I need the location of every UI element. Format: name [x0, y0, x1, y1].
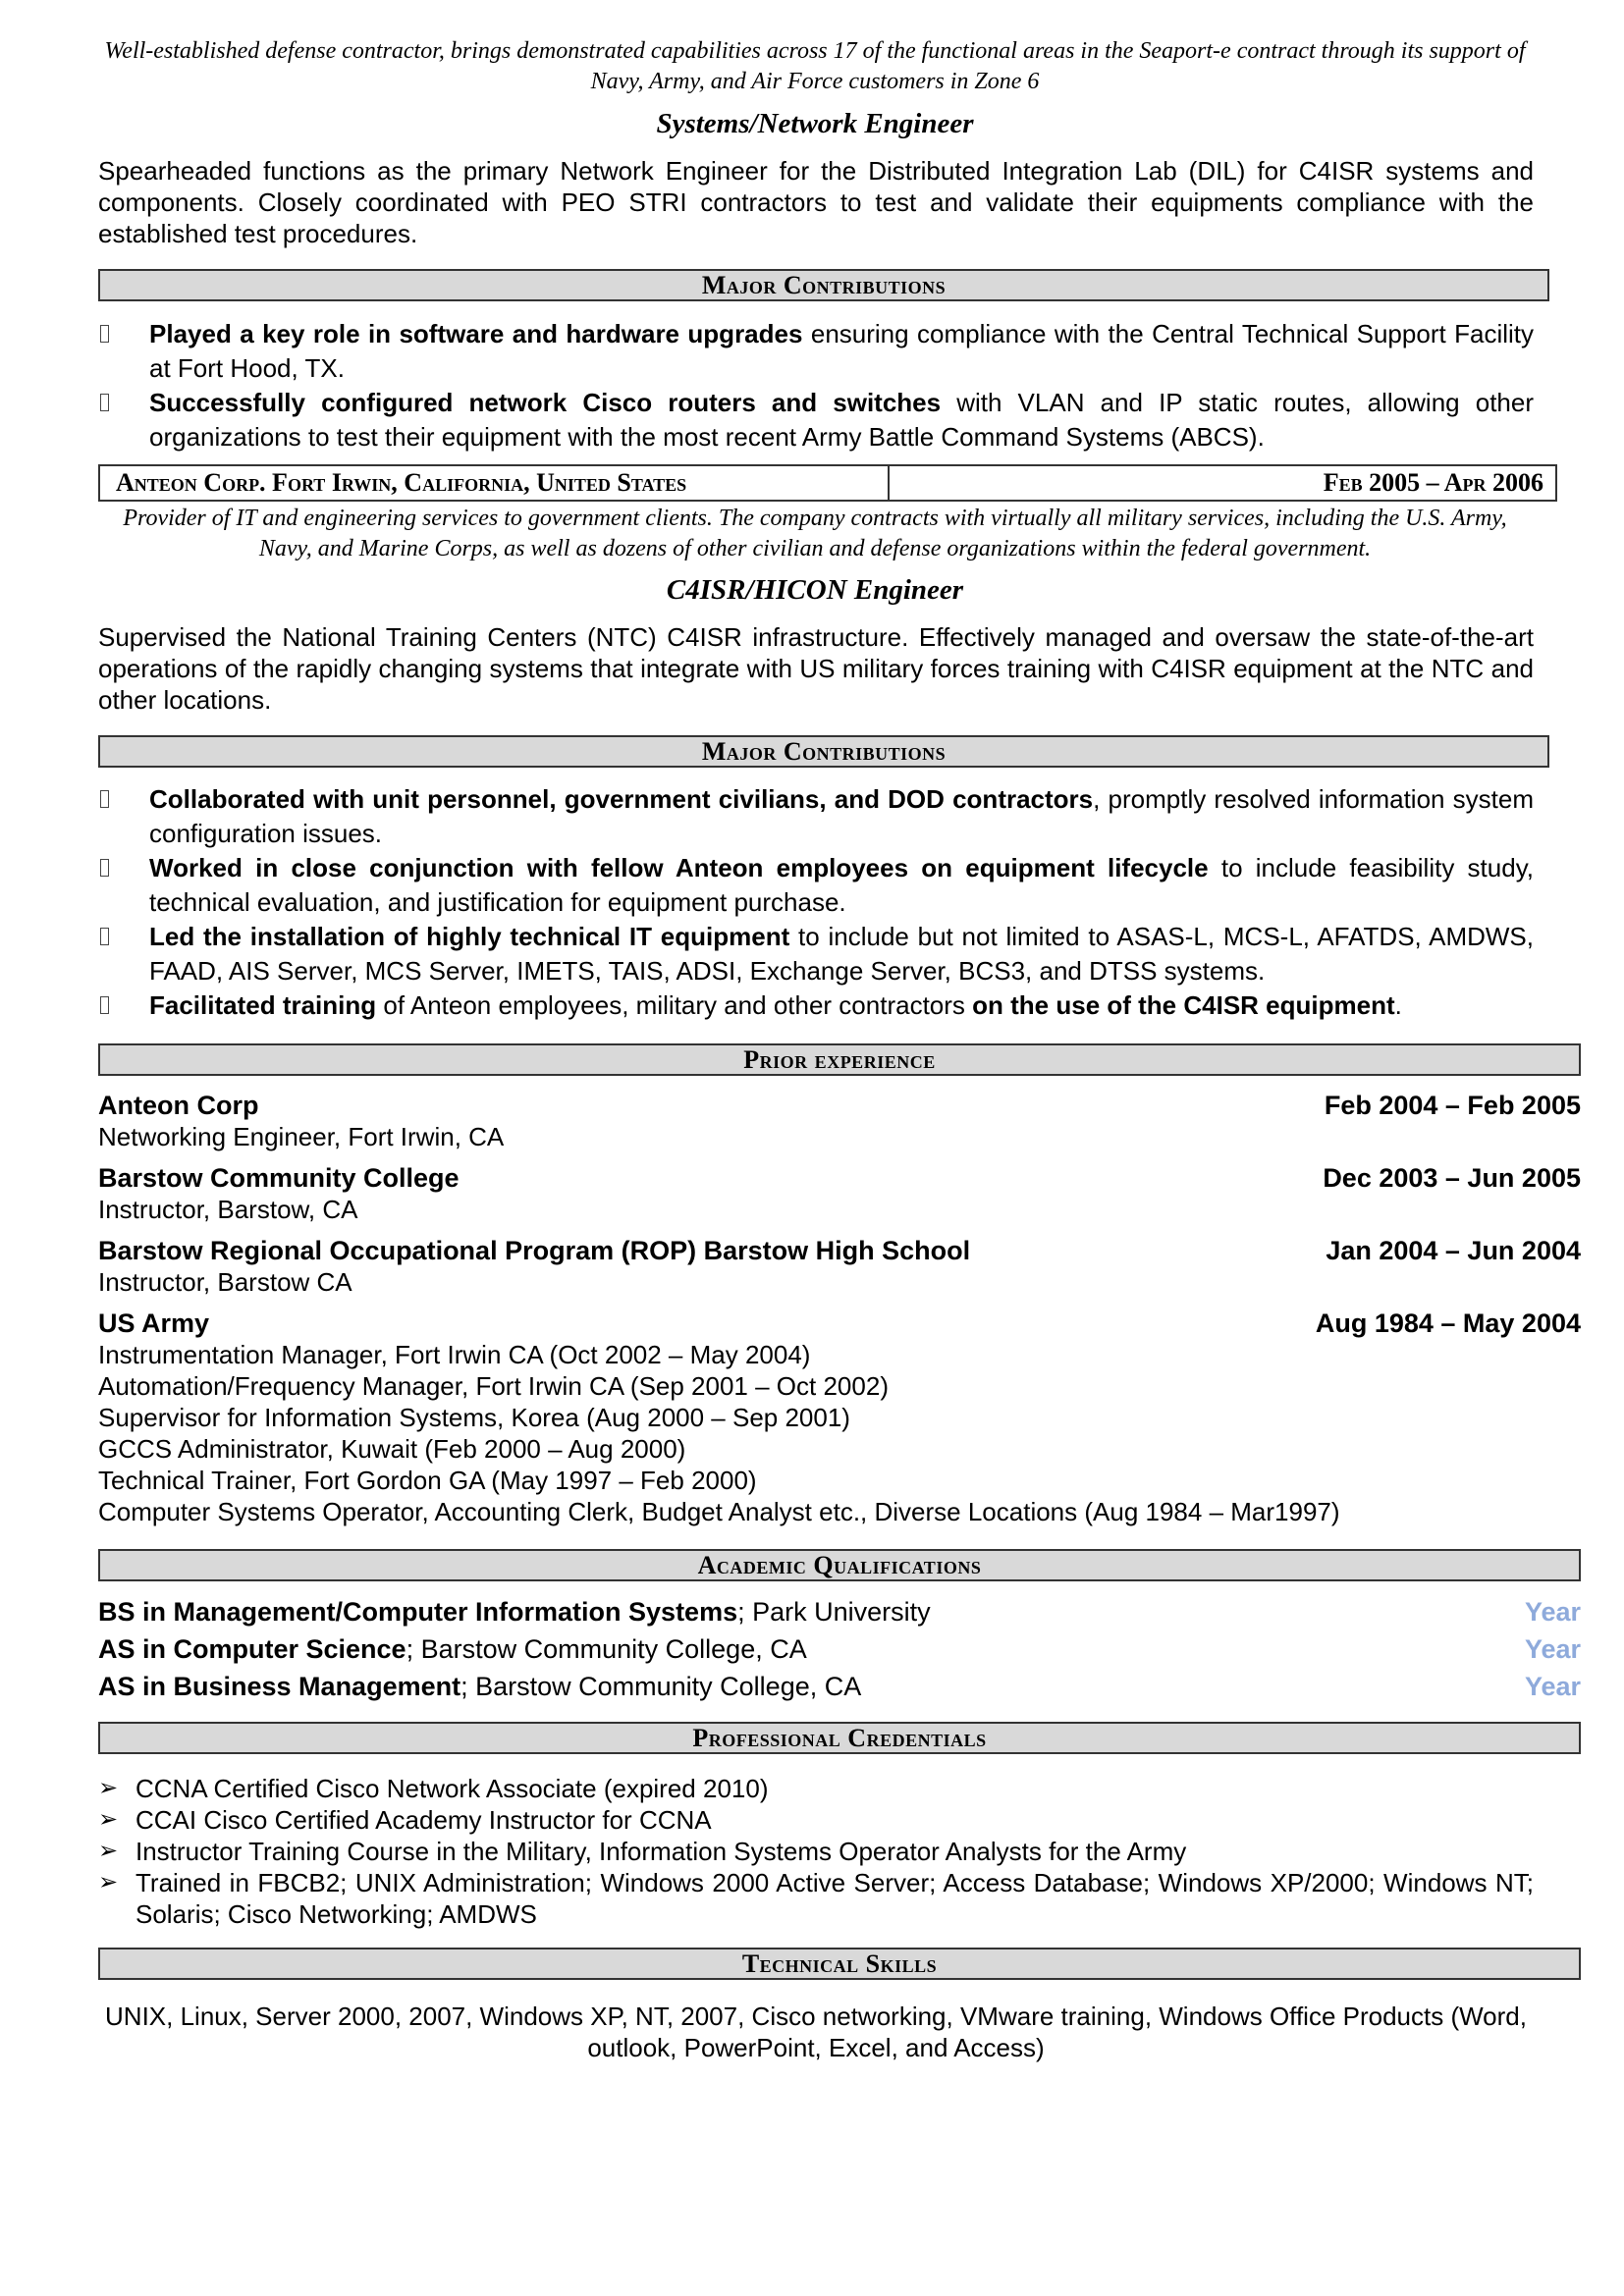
degree: AS in Business Management: [98, 1672, 461, 1701]
experience-dates: Dec 2003 – Jun 2005: [1323, 1163, 1581, 1193]
employer-description: Provider of IT and engineering services to government clients. The company contracts with virtually all military services, including the U.S. Army, Navy, and Marine Corps, as well as dozens of other civilian and defense organizations within the federal government.: [123, 506, 1507, 561]
experience-line: Networking Engineer, Fort Irwin, CA: [98, 1122, 505, 1151]
bullet-square-icon: [100, 996, 109, 1014]
experience-line: Automation/Frequency Manager, Fort Irwin CA (Sep 2001 – Oct 2002): [98, 1371, 889, 1401]
list-item: Facilitated training of Anteon employees, military and other contractors on the use of the C4ISR equipment.: [98, 988, 1534, 1023]
year-placeholder: Year: [1524, 1634, 1581, 1664]
arrow-bullet-icon: ➢: [98, 1806, 119, 1833]
section-header-prior-experience: Prior experience: [98, 1043, 1581, 1076]
experience-line: Instrumentation Manager, Fort Irwin CA (Oct 2002 – May 2004): [98, 1340, 811, 1369]
list-item: ➢ Trained in FBCB2; UNIX Administration; Windows 2000 Active Server; Access Database; Windows XP/2000; Windows NT; Solaris; Cisco Networking; AMDWS: [98, 1868, 1534, 1929]
role-summary: Supervised the National Training Centers (NTC) C4ISR infrastructure. Effectively managed and oversaw the state-of-the-art operations of the rapidly changing systems that integrate with US military forces training with C4ISR equipment at the NTC and other locations.: [98, 622, 1534, 715]
year-placeholder: Year: [1524, 1597, 1581, 1627]
school: ; Park University: [737, 1597, 931, 1627]
section-header-major-contributions: Major Contributions: [98, 269, 1549, 301]
list-item: Worked in close conjunction with fellow Anteon employees on equipment lifecycle to include feasibility study, technical evaluation, and justification for equipment purchase.: [98, 851, 1534, 920]
arrow-bullet-icon: ➢: [98, 1869, 119, 1896]
experience-line: Computer Systems Operator, Accounting Clerk, Budget Analyst etc., Diverse Locations (Aug 1984 – Mar1997): [98, 1497, 1340, 1526]
list-item: Collaborated with unit personnel, government civilians, and DOD contractors, promptly resolved information system configuration issues.: [98, 782, 1534, 851]
role-title: Systems/Network Engineer: [656, 108, 974, 139]
role-title: C4ISR/HICON Engineer: [666, 574, 964, 606]
experience-org: US Army: [98, 1308, 210, 1338]
experience-org: Anteon Corp: [98, 1091, 259, 1120]
contributions-list: [98, 782, 1534, 1023]
bullet-square-icon: [100, 325, 109, 343]
experience-org: Barstow Community College: [98, 1163, 460, 1193]
experience-line: Supervisor for Information Systems, Korea (Aug 2000 – Sep 2001): [98, 1403, 850, 1432]
bullet-square-icon: [100, 394, 109, 411]
experience-dates: Aug 1984 – May 2004: [1315, 1308, 1581, 1338]
bullet-square-icon: [100, 790, 109, 808]
experience-entry: [98, 1162, 1581, 1225]
experience-dates: Feb 2004 – Feb 2005: [1324, 1091, 1581, 1120]
experience-line: Technical Trainer, Fort Gordon GA (May 1997 – Feb 2000): [98, 1466, 757, 1495]
employer-name: Anteon Corp. Fort Irwin, California, United States: [100, 466, 890, 500]
credentials-list: [98, 1773, 1534, 1930]
experience-line: GCCS Administrator, Kuwait (Feb 2000 – Aug 2000): [98, 1434, 686, 1464]
degree: AS in Computer Science: [98, 1634, 406, 1664]
section-header-technical-skills: Technical Skills: [98, 1948, 1581, 1980]
school: ; Barstow Community College, CA: [406, 1634, 807, 1664]
arrow-bullet-icon: ➢: [98, 1838, 119, 1864]
contributions-list: [98, 317, 1534, 454]
technical-skills-text: UNIX, Linux, Server 2000, 2007, Windows XP, NT, 2007, Cisco networking, VMware training, Windows Office Products (Word, outlook, PowerPoint, Excel, and Access): [105, 2002, 1527, 2062]
list-item: Played a key role in software and hardware upgrades ensuring compliance with the Central Technical Support Facility at Fort Hood, TX.: [98, 317, 1534, 386]
bullet-square-icon: [100, 928, 109, 945]
list-item: Successfully configured network Cisco routers and switches with VLAN and IP static routes, allowing other organizations to test their equipment with the most recent Army Battle Command Systems (ABCS).: [98, 386, 1534, 454]
experience-line: Instructor, Barstow CA: [98, 1267, 352, 1297]
degree: BS in Management/Computer Information Systems: [98, 1597, 738, 1627]
bullet-square-icon: [100, 859, 109, 877]
qualification-row: [98, 1632, 1581, 1666]
experience-entry: [98, 1235, 1581, 1298]
list-item: ➢ Instructor Training Course in the Military, Information Systems Operator Analysts for the Army: [98, 1837, 1187, 1866]
experience-entry: [98, 1090, 1581, 1152]
arrow-bullet-icon: ➢: [98, 1775, 119, 1801]
experience-entry: [98, 1308, 1581, 1527]
qualification-row: [98, 1595, 1581, 1629]
employer-dates: Feb 2005 – Apr 2006: [1323, 468, 1543, 497]
section-header-academic: Academic Qualifications: [98, 1549, 1581, 1581]
list-item: ➢ CCNA Certified Cisco Network Associate (expired 2010): [98, 1774, 769, 1803]
qualification-row: [98, 1670, 1581, 1703]
section-header-major-contributions: Major Contributions: [98, 735, 1549, 768]
employer-header: [98, 464, 1557, 502]
section-header-credentials: Professional Credentials: [98, 1722, 1581, 1754]
company-description: Well-established defense contractor, brings demonstrated capabilities across 17 of the functional areas in the Seaport-e contract through its support of Navy, Army, and Air Force customers in Zone 6: [104, 38, 1526, 94]
role-summary: Spearheaded functions as the primary Network Engineer for the Distributed Integration Lab (DIL) for C4ISR systems and components. Closely coordinated with PEO STRI contractors to test and validate their equipments compliance with the established test procedures.: [98, 156, 1534, 248]
experience-line: Instructor, Barstow, CA: [98, 1195, 358, 1224]
list-item: Led the installation of highly technical IT equipment to include but not limited to ASAS-L, MCS-L, AFATDS, AMDWS, FAAD, AIS Server, MCS Server, IMETS, TAIS, ADSI, Exchange Server, BCS3, and DTSS systems.: [98, 920, 1534, 988]
experience-org: Barstow Regional Occupational Program (ROP) Barstow High School: [98, 1236, 971, 1265]
school: ; Barstow Community College, CA: [460, 1672, 862, 1701]
year-placeholder: Year: [1524, 1672, 1581, 1701]
experience-dates: Jan 2004 – Jun 2004: [1326, 1236, 1581, 1265]
list-item: ➢ CCAI Cisco Certified Academy Instructor for CCNA: [98, 1805, 712, 1835]
